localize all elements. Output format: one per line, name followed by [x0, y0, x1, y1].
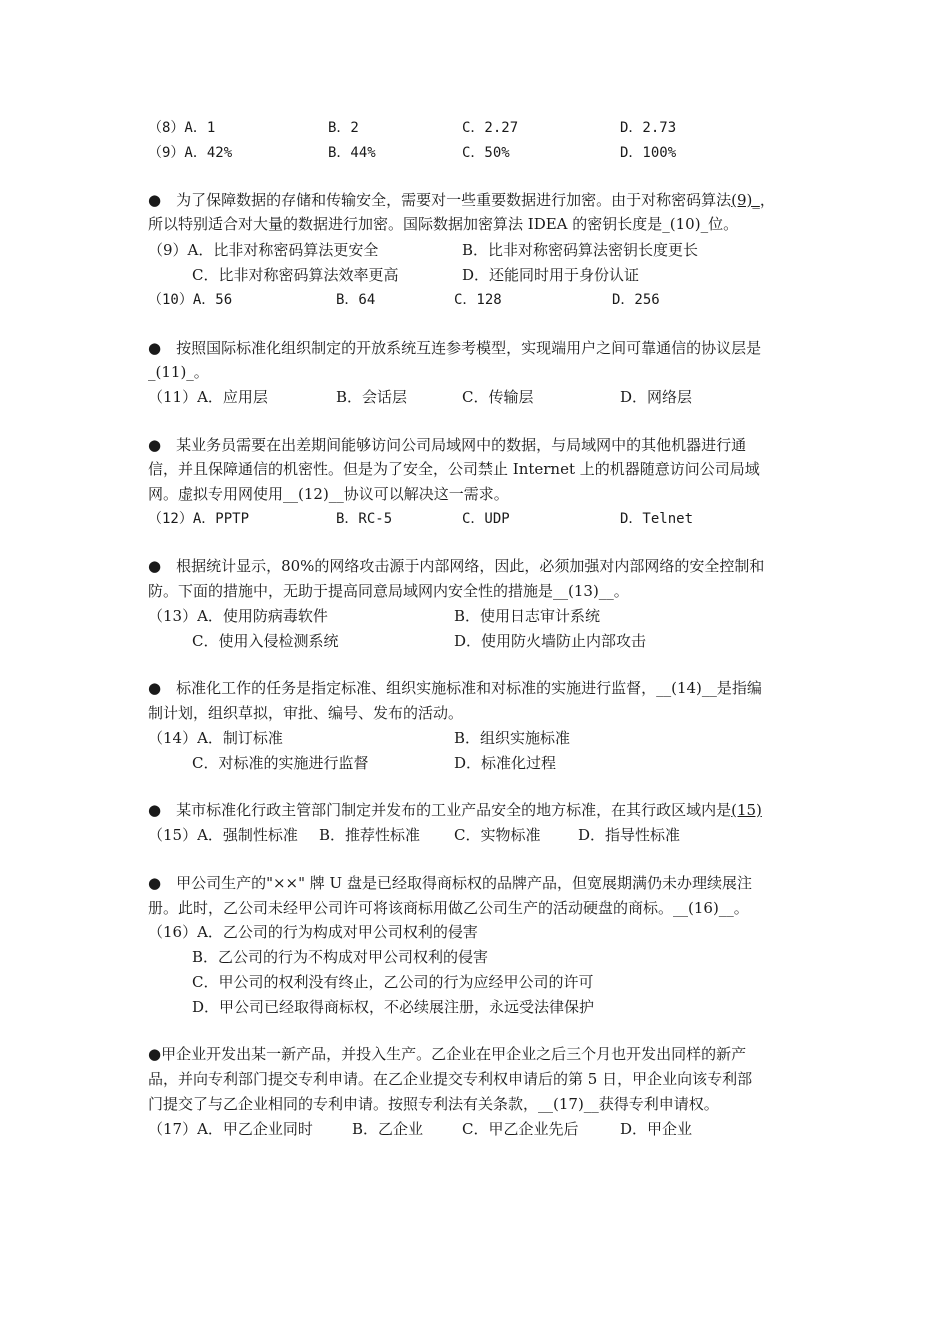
option-c: C．使用入侵检测系统 [192, 632, 339, 650]
option-d: D．甲企业 [620, 1120, 693, 1138]
option-d: D．Telnet [620, 511, 694, 527]
question-text-line: ● 根据统计显示，80%的网络攻击源于内部网络，因此，必须加强对内部网络的安全控制和 [148, 557, 765, 575]
option-c: C．2.27 [462, 120, 519, 136]
option-d: D．2.73 [620, 120, 677, 136]
question-text-line: _(11)_。 [148, 363, 209, 381]
option-b: B．组织实施标准 [454, 729, 571, 747]
option-a: （17）A．甲乙企业同时 [148, 1120, 313, 1138]
question-text-line: 网。虚拟专用网使用__(12)__协议可以解决这一需求。 [148, 485, 509, 503]
option-b: B．乙企业 [352, 1120, 424, 1138]
option-a: （8）A．1 [148, 120, 216, 136]
question-text-line: 门提交了与乙企业相同的专利申请。按照专利法有关条款，__(17)__获得专利申请权。 [148, 1095, 719, 1113]
option-d: D．使用防火墙防止内部攻击 [454, 632, 647, 650]
option-b: B．RC-5 [336, 511, 393, 527]
option-c: C．甲乙企业先后 [462, 1120, 579, 1138]
question-text-line [148, 190, 775, 210]
option-b: B．会话层 [336, 388, 408, 406]
option-b: B．比非对称密码算法密钥长度更长 [462, 241, 699, 259]
answer-blank: (9)_ [731, 191, 760, 209]
answer-blank: (15) [731, 801, 762, 819]
option-a: （16）A．乙公司的行为构成对甲公司权利的侵害 [148, 923, 478, 941]
option-b: B．44% [328, 145, 376, 161]
option-d: D．256 [612, 292, 660, 308]
option-c: C．对标准的实施进行监督 [192, 754, 369, 772]
option-b: B．使用日志审计系统 [454, 607, 601, 625]
option-a: （14）A．制订标准 [148, 729, 283, 747]
question-text-line: ● 某业务员需要在出差期间能够访问公司局域网中的数据，与局域网中的其他机器进行通 [148, 436, 747, 454]
question-text-line: 防。下面的措施中，无助于提高同意局域网内安全性的措施是__(13)__。 [148, 582, 629, 600]
option-c: C．128 [454, 292, 502, 308]
option-a: （10）A．56 [148, 292, 233, 308]
question-text-line: 册。此时，乙公司未经甲公司许可将该商标用做乙公司生产的活动硬盘的商标。__(16)__。 [148, 899, 749, 917]
question-text: ● 为了保障数据的存储和传输安全，需要对一些重要数据进行加密。由于对称密码算法 [148, 191, 732, 209]
option-d: D．标准化过程 [454, 754, 557, 772]
option-c: C．50% [462, 145, 510, 161]
option-b: B．乙公司的行为不构成对甲公司权利的侵害 [192, 948, 489, 966]
option-a: （11）A．应用层 [148, 388, 268, 406]
option-d: D．还能同时用于身份认证 [462, 266, 640, 284]
option-c: C．传输层 [462, 388, 534, 406]
option-a: （12）A．PPTP [148, 511, 250, 527]
question-text-line: 制计划，组织草拟，审批、编号、发布的活动。 [148, 704, 464, 722]
option-a: （9）A．42% [148, 145, 233, 161]
question-text-line: 品，并向专利部门提交专利申请。在乙企业提交专利权申请后的第 5 日，甲企业向该专利部 [148, 1070, 753, 1088]
option-c: C．比非对称密码算法效率更高 [192, 266, 399, 284]
question-text: ● 某市标准化行政主管部门制定并发布的工业产品安全的地方标准，在其行政区域内是 [148, 801, 732, 819]
option-a: （15）A．强制性标准 [148, 826, 298, 844]
question-text-line [148, 800, 762, 820]
option-c: C．实物标准 [454, 826, 541, 844]
question-text-line: 信，并且保障通信的机密性。但是为了安全，公司禁止 Internet 上的机器随意访问公司局域 [148, 460, 760, 478]
option-b: B．推荐性标准 [319, 826, 421, 844]
option-d: D．网络层 [620, 388, 693, 406]
question-text-line: ● 甲公司生产的"××" 牌 U 盘是已经取得商标权的品牌产品，但宽展期满仍未办理续展注 [148, 874, 752, 892]
question-text-line: 所以特别适合对大量的数据进行加密。国际数据加密算法 IDEA 的密钥长度是_(10)_位。 [148, 215, 739, 233]
question-text-line: ● 按照国际标准化组织制定的开放系统互连参考模型，实现端用户之间可靠通信的协议层是 [148, 339, 762, 357]
option-d: D．指导性标准 [578, 826, 681, 844]
option-c: C．UDP [462, 511, 510, 527]
question-text-line: ●甲企业开发出某一新产品，并投入生产。乙企业在甲企业之后三个月也开发出同样的新产 [148, 1045, 747, 1063]
option-b: B．2 [328, 120, 359, 136]
question-text: ， [759, 191, 775, 209]
option-a: （13）A．使用防病毒软件 [148, 607, 328, 625]
question-text-line: ● 标准化工作的任务是指定标准、组织实施标准和对标准的实施进行监督，__(14)__是指编 [148, 679, 762, 697]
option-c: C．甲公司的权利没有终止，乙公司的行为应经甲公司的许可 [192, 973, 594, 991]
option-a: （9）A．比非对称密码算法更安全 [148, 241, 379, 259]
option-d: D．甲公司已经取得商标权，不必续展注册，永远受法律保护 [192, 998, 595, 1016]
option-b: B．64 [336, 292, 376, 308]
option-d: D．100% [620, 145, 677, 161]
